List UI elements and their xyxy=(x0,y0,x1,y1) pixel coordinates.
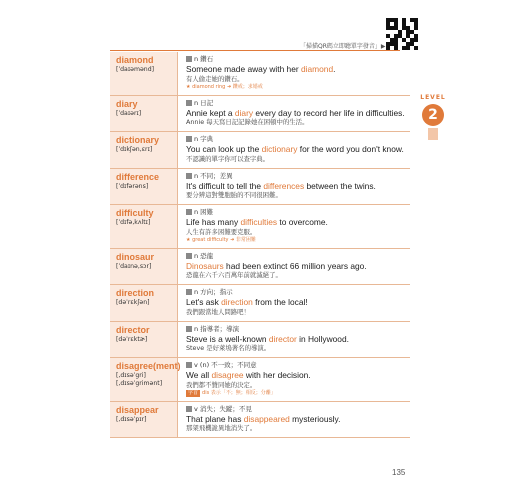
example-sentence xyxy=(186,334,406,345)
sentence-text: We all xyxy=(186,370,212,380)
level-label: LEVEL xyxy=(420,94,446,101)
sentence-text: had been extinct 66 million years ago. xyxy=(223,260,367,271)
header-rule xyxy=(110,50,400,51)
sentence-text: in Hollywood. xyxy=(296,333,349,344)
usage-note xyxy=(186,390,406,397)
pos-marker-icon xyxy=(186,136,192,142)
part-of-speech-text: n 恐龍 xyxy=(194,251,214,260)
part-of-speech xyxy=(186,135,406,144)
entry-row xyxy=(110,402,410,439)
pronunciation: [ˈdɪfərəns] xyxy=(116,182,149,190)
usage-note-text: ★ diamond ring ➜ 鑽戒；求婚戒 xyxy=(186,83,263,90)
highlighted-word: director xyxy=(268,333,297,344)
example-sentence xyxy=(186,370,406,381)
entry-row xyxy=(110,52,410,96)
pronunciation: [dəˈrɛktɚ] xyxy=(116,335,148,343)
sentence-text: Life has many xyxy=(186,217,241,227)
pos-marker-icon xyxy=(186,209,192,215)
pos-marker-icon xyxy=(186,100,192,106)
sentence-text: Let's ask xyxy=(186,297,222,307)
entry-headword-cell xyxy=(110,52,178,95)
pos-marker-icon xyxy=(186,289,192,295)
level-tab-strip xyxy=(428,128,438,140)
sentence-text: to overcome. xyxy=(277,217,328,227)
headword: disappear xyxy=(116,404,159,415)
translation: 不認識的單字你可以查字典。 xyxy=(186,154,270,163)
entry-definition-cell xyxy=(178,322,410,358)
sentence-text: Steve is a well-known xyxy=(186,333,269,344)
headword: diamond xyxy=(116,55,154,65)
pos-marker-icon xyxy=(186,362,192,368)
sentence-text: mysteriously. xyxy=(289,413,341,424)
part-of-speech-text: n 字典 xyxy=(194,135,214,143)
part-of-speech xyxy=(186,208,406,217)
sentence-text: from the local! xyxy=(252,297,308,307)
entry-row xyxy=(110,205,410,249)
part-of-speech-text: n 鑽石 xyxy=(194,55,214,63)
headword: diary xyxy=(116,98,138,109)
sentence-text: every day to record her life in difficulties. xyxy=(253,107,405,118)
sentence-text: between the twins. xyxy=(304,180,376,191)
translation: 我們跟當地人問路吧！ xyxy=(186,307,250,316)
usage-note-text: ★ great difficulty ➜ 非常困難 xyxy=(186,236,256,243)
translation: 要分辨這對雙胞胎的不同很困難。 xyxy=(186,191,282,199)
translation: 那架飛機詭異地消失了。 xyxy=(186,424,257,432)
pronunciation: [ˈdaɪərɪ] xyxy=(116,109,142,117)
pronunciation: [ˈdaɪnə,sɔr] xyxy=(116,262,152,270)
entry-row xyxy=(110,132,410,169)
qr-module xyxy=(414,46,418,50)
entry-definition-cell xyxy=(178,285,410,321)
highlighted-word: diamond xyxy=(301,64,334,74)
entry-list xyxy=(110,52,410,438)
sentence-text: It's difficult to tell the xyxy=(186,180,264,191)
entry-definition-cell xyxy=(178,358,410,401)
example-sentence xyxy=(186,144,406,155)
example-sentence xyxy=(186,414,406,425)
entry-definition-cell xyxy=(178,402,410,438)
example-sentence xyxy=(186,181,406,192)
part-of-speech xyxy=(186,288,406,297)
translation: 恐龍在六千六百萬年前就滅絕了。 xyxy=(186,271,282,279)
entry-headword-cell xyxy=(110,402,178,438)
part-of-speech-text: n 不同；差異 xyxy=(194,171,233,180)
entry-headword-cell xyxy=(110,285,178,321)
part-of-speech xyxy=(186,405,406,414)
entry-headword-cell xyxy=(110,205,178,248)
entry-headword-cell xyxy=(110,169,178,205)
highlighted-word: differences xyxy=(263,180,305,191)
highlighted-word: Dinosaurs xyxy=(186,260,224,271)
pos-marker-icon xyxy=(186,326,192,332)
part-of-speech xyxy=(186,361,406,370)
entry-definition-cell xyxy=(178,132,410,168)
headword: dictionary xyxy=(116,135,160,145)
entry-row xyxy=(110,285,410,322)
sentence-text: You can look up the xyxy=(186,144,262,154)
entry-headword-cell xyxy=(110,132,178,168)
pos-marker-icon xyxy=(186,173,192,179)
part-of-speech-text: n 方向；指示 xyxy=(194,288,233,296)
sentence-text: . xyxy=(333,64,336,74)
sentence-text: with her decision. xyxy=(243,370,311,380)
translation: Annie 每天寫日記記錄她在困頓中的生活。 xyxy=(186,118,309,126)
entry-row xyxy=(110,249,410,286)
part-of-speech-text: v (n) 不一致；不同意 xyxy=(194,361,257,369)
pronunciation: [dəˈrɛkʃən] xyxy=(116,299,150,306)
usage-note xyxy=(186,237,406,244)
entry-definition-cell xyxy=(178,96,410,132)
part-of-speech xyxy=(186,172,406,181)
entry-headword-cell xyxy=(110,249,178,285)
entry-row xyxy=(110,322,410,359)
entry-definition-cell xyxy=(178,52,410,95)
example-sentence xyxy=(186,108,406,119)
usage-note-tag: 字首 xyxy=(188,389,199,396)
example-sentence xyxy=(186,297,406,308)
pronunciation: [ˈdɪkʃən,ɛrɪ] xyxy=(116,146,153,153)
entry-row xyxy=(110,358,410,402)
headword: director xyxy=(116,324,150,335)
highlighted-word: dictionary xyxy=(261,144,298,154)
entry-row xyxy=(110,169,410,206)
entry-row xyxy=(110,96,410,133)
highlighted-word: diary xyxy=(234,107,254,118)
pronunciation: [ˈdɪfə,kʌltɪ] xyxy=(116,219,151,226)
header-title: 「掃描QR碼立即聽單字發音」▶ xyxy=(300,43,386,50)
headword: difficulty xyxy=(116,208,154,218)
example-sentence xyxy=(186,64,406,75)
entry-headword-cell xyxy=(110,322,178,358)
headword: difference xyxy=(116,171,160,182)
highlighted-word: direction xyxy=(221,297,253,307)
pos-marker-icon xyxy=(186,253,192,259)
entry-definition-cell xyxy=(178,205,410,248)
part-of-speech-text: n 指導者；導演 xyxy=(194,324,240,333)
part-of-speech-text: n 日記 xyxy=(194,98,214,107)
entry-headword-cell xyxy=(110,96,178,132)
example-sentence xyxy=(186,261,406,272)
entry-headword-cell xyxy=(110,358,181,401)
part-of-speech xyxy=(186,252,406,261)
highlighted-word: disappeared xyxy=(243,413,290,424)
example-sentence xyxy=(186,217,406,228)
level-number-badge: 2 xyxy=(422,104,444,126)
headword: direction xyxy=(116,288,155,298)
sentence-text: Annie kept a xyxy=(186,107,235,118)
entry-definition-cell xyxy=(178,169,410,205)
part-of-speech xyxy=(186,325,406,334)
usage-note xyxy=(186,84,406,91)
translation: 有人偷走她的鑽石。 xyxy=(186,74,244,83)
pos-marker-icon xyxy=(186,56,192,62)
sentence-text: That plane has xyxy=(186,413,244,424)
pronunciation: [ˈdaɪəmənd] xyxy=(116,66,155,73)
translation: 我們都不贊同她的決定。 xyxy=(186,380,257,389)
sentence-text: Someone made away with her xyxy=(186,64,301,74)
sentence-text: for the word you don't know. xyxy=(297,144,404,154)
pos-marker-icon xyxy=(186,406,192,412)
pronunciation: [,dɪsəˈpɪr] xyxy=(116,415,147,423)
page-number: 135 xyxy=(392,468,406,477)
translation: 人生有許多困難要克服。 xyxy=(186,227,257,236)
highlighted-word: disagree xyxy=(211,370,244,380)
qr-code-icon[interactable] xyxy=(386,18,418,50)
pronunciation: [,dɪsəˈgri] [,dɪsəˈgrimənt] xyxy=(116,372,163,387)
highlighted-word: difficulties xyxy=(240,217,278,227)
level-tab xyxy=(420,94,446,142)
part-of-speech-text: v 消失；失蹤；不見 xyxy=(194,404,252,413)
headword: disagree(ment) xyxy=(116,361,181,371)
translation: Steve 是好萊塢著名的導演。 xyxy=(186,344,271,352)
part-of-speech xyxy=(186,99,406,108)
entry-definition-cell xyxy=(178,249,410,285)
headword: dinosaur xyxy=(116,251,155,262)
part-of-speech xyxy=(186,55,406,64)
usage-note-text: dis 表示「不；無；相反；分離」 xyxy=(202,389,276,396)
part-of-speech-text: n 困難 xyxy=(194,208,214,216)
